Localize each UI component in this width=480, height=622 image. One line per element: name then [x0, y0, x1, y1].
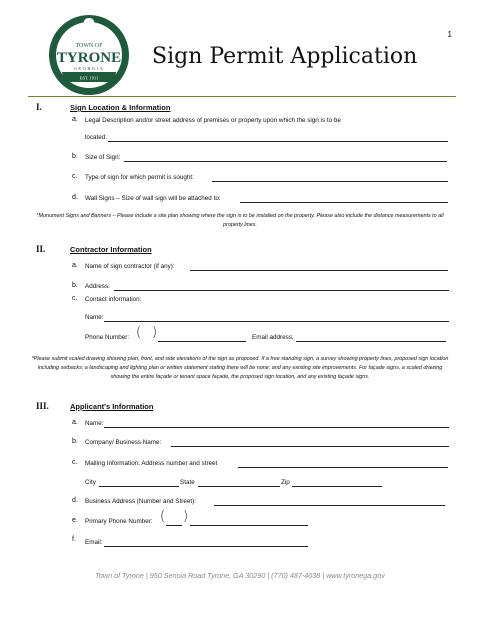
contact-info-label: Contact information:	[85, 296, 142, 303]
section-3-f-letter: f.	[72, 536, 76, 543]
section-3-a-letter: a.	[72, 419, 78, 426]
contractor-phone-field[interactable]	[158, 341, 246, 342]
contractor-address-field[interactable]	[114, 290, 449, 291]
business-address-label: Business Address (Number and Street):	[85, 498, 196, 505]
applicant-name-field[interactable]	[104, 427, 449, 428]
zip-label: Zip	[281, 479, 290, 486]
wall-sign-size-label: Wall Signs – Size of wall sign will be attached to:	[85, 195, 221, 202]
header-divider	[28, 96, 456, 97]
contact-name-label: Name:	[85, 314, 104, 321]
town-logo	[48, 14, 130, 96]
applicant-email-label: Email:	[85, 539, 103, 546]
sign-size-field[interactable]	[124, 161, 447, 162]
sign-type-field[interactable]	[212, 181, 448, 182]
contractor-phone-label: Phone Number:	[85, 334, 130, 341]
contractor-email-field[interactable]	[296, 341, 446, 342]
phone-open-paren: (	[136, 325, 142, 340]
section-2-a-letter: a.	[72, 262, 78, 269]
mailing-address-field[interactable]	[238, 467, 448, 468]
legal-description-label-cont: located:	[85, 134, 108, 141]
section-1-d-letter: d.	[72, 194, 78, 201]
contractor-email-label: Email address:	[252, 334, 294, 341]
footer-contact: Town of Tyrone | 950 Senoia Road Tyrone, GA 30290 | (770) 487-4038 | www.tyronega.gov	[95, 571, 385, 580]
section-3-heading: Applicant's Information	[70, 402, 154, 411]
state-label: State	[180, 479, 195, 486]
legal-description-label: Legal Description and/or street address of premises or property upon which the sign is to be	[85, 117, 341, 124]
state-field[interactable]	[198, 486, 280, 487]
business-address-field[interactable]	[214, 505, 445, 506]
page-number: 1	[447, 30, 452, 39]
section-1-b-letter: b.	[72, 153, 78, 160]
section-1-numeral: I.	[36, 102, 42, 112]
logo-text-town-of: TOWN OF	[75, 43, 103, 49]
city-field[interactable]	[99, 486, 179, 487]
section-3-b-letter: b.	[72, 438, 78, 445]
page-title: Sign Permit Application	[152, 44, 418, 69]
section-3-e-letter: e.	[72, 517, 78, 524]
mailing-address-label: Mailing Information: Address number and street	[85, 460, 218, 467]
section-1-a-letter: a.	[72, 116, 78, 123]
section-2-heading: Contractor Information	[70, 245, 152, 254]
section-3-d-letter: d.	[72, 497, 78, 504]
section-2-note: *Please submit scaled drawing showing plan, front, and side elevations of the sign as proposed. If a free standing sign, a survey showing property lines, proposed sign location including setbacks; a landscaping and lighting plan or written statement stating there will be none; and any existing site improvements. For façade signs, a scaled drawing showing the entire façade or tenant space façade, the proposed sign location, and any existing façade signs.	[31, 356, 449, 380]
section-2-b-letter: b.	[72, 282, 78, 289]
section-1-heading: Sign Location & Information	[70, 103, 171, 112]
section-3-c-letter: c.	[72, 459, 78, 466]
applicant-name-label: Name:	[85, 420, 104, 427]
section-3-numeral: III.	[36, 401, 49, 411]
section-1-c-letter: c.	[72, 173, 78, 180]
sign-type-label: Type of sign for which permit is sought:	[85, 174, 194, 181]
contractor-name-field[interactable]	[190, 270, 448, 271]
logo-text-georgia: GEORGIA	[73, 66, 105, 71]
logo-text-est: EST. 1911	[79, 75, 99, 81]
contractor-name-label: Name of sign contractor (if any):	[85, 263, 175, 270]
logo-text-tyrone: TYRONE	[56, 50, 122, 66]
primary-phone-open-paren: (	[160, 509, 166, 524]
phone-close-paren: )	[152, 325, 158, 340]
section-2-numeral: II.	[36, 244, 46, 254]
applicant-email-field[interactable]	[104, 546, 308, 547]
section-2-c-letter: c.	[72, 295, 78, 302]
primary-phone-close-paren: )	[183, 509, 189, 524]
section-1-note: *Monument Signs and Banners – Please include a site plan showing where the sign is to be installed on the property. Please also include the distance measurements to all property lines.	[36, 213, 444, 228]
sign-size-label: Size of Sign:	[85, 154, 121, 161]
contact-name-field[interactable]	[104, 321, 449, 322]
legal-description-field[interactable]	[108, 141, 448, 142]
contractor-address-label: Address:	[85, 283, 110, 290]
wall-sign-size-field[interactable]	[240, 202, 448, 203]
company-name-field[interactable]	[171, 446, 449, 447]
city-label: City	[85, 479, 96, 486]
primary-phone-area-field[interactable]	[166, 525, 182, 526]
company-name-label: Company/ Business Name:	[85, 439, 162, 446]
zip-field[interactable]	[292, 486, 382, 487]
primary-phone-label: Primary Phone Number:	[85, 518, 153, 525]
primary-phone-field[interactable]	[190, 525, 308, 526]
